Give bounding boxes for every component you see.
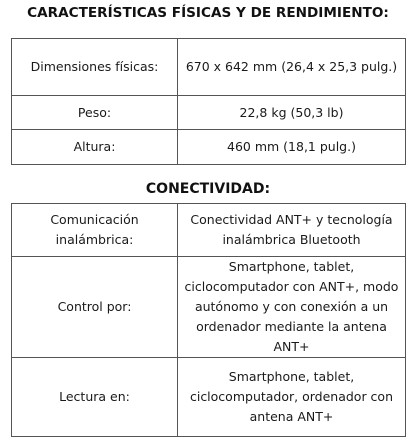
table-row (12, 39, 406, 96)
table-row (12, 204, 406, 257)
table-row (12, 96, 406, 130)
spec-value-wireless: Conectividad ANT+ y tecnología inalámbrica Bluetooth (178, 204, 406, 257)
spec-value-height: 460 mm (18,1 pulg.) (178, 130, 406, 165)
spec-label-readout: Lectura en: (12, 358, 178, 437)
table-row (12, 358, 406, 437)
spec-value-readout: Smartphone, tablet, ciclocomputador, ordenador con antena ANT+ (178, 358, 406, 437)
connectivity-section-title: CONECTIVIDAD: (145, 181, 271, 197)
spec-label-height: Altura: (12, 130, 178, 165)
spec-value-weight: 22,8 kg (50,3 lb) (178, 96, 406, 130)
spec-label-weight: Peso: (12, 96, 178, 130)
physical-section-title: CARACTERÍSTICAS FÍSICAS Y DE RENDIMIENTO: (27, 5, 389, 21)
connectivity-specs-table (11, 203, 406, 437)
table-row (12, 257, 406, 358)
spec-value-dimensions: 670 x 642 mm (26,4 x 25,3 pulg.) (178, 39, 406, 96)
table-row (12, 130, 406, 165)
spec-label-wireless: Comunicación inalámbrica: (12, 204, 178, 257)
spec-label-dimensions: Dimensiones físicas: (12, 39, 178, 96)
spec-label-control: Control por: (12, 257, 178, 358)
spec-value-control: Smartphone, tablet, ciclocomputador con ANT+, modo autónomo y con conexión a un ordenador mediante la antena ANT+ (178, 257, 406, 358)
physical-specs-table (11, 38, 406, 165)
